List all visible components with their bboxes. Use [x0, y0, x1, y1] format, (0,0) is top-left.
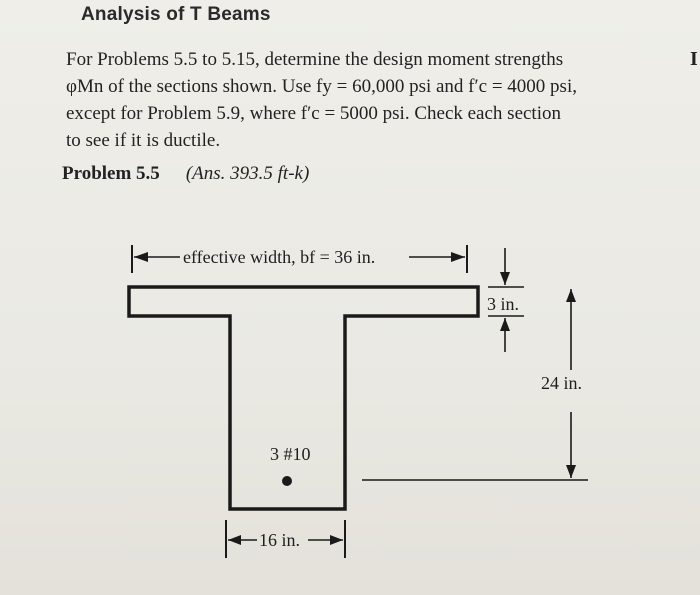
page-edge-mark: I: [690, 48, 698, 70]
web-width-label: 16 in.: [259, 530, 301, 550]
effective-depth-label: 24 in.: [541, 373, 583, 393]
section-title: Analysis of T Beams: [81, 4, 271, 25]
problem-answer: (Ans. 393.5 ft-k): [185, 163, 310, 184]
effective-width-arrowhead-left: [134, 252, 148, 262]
reinforcement-bar: [282, 476, 292, 486]
effective-depth-arrowhead-top: [566, 289, 576, 302]
problem-statement-line-1: For Problems 5.5 to 5.15, determine the design moment strengths: [66, 49, 564, 70]
problem-statement-line-2: φMn of the sections shown. Use fy = 60,000 psi and f′c = 4000 psi,: [66, 76, 577, 97]
problem-statement-line-3: except for Problem 5.9, where f′c = 5000 psi. Check each section: [66, 103, 561, 124]
web-width-arrowhead-left: [228, 535, 241, 545]
effective-width-label: effective width, bf = 36 in.: [183, 247, 376, 267]
reinforcement-label: 3 #10: [270, 444, 311, 464]
flange-depth-arrowhead-bottom: [500, 318, 510, 331]
problem-statement-line-4: to see if it is ductile.: [66, 130, 221, 151]
flange-depth-label: 3 in.: [487, 294, 520, 314]
web-width-arrowhead-right: [330, 535, 343, 545]
effective-width-arrowhead-right: [451, 252, 465, 262]
effective-depth-arrowhead-bottom: [566, 465, 576, 478]
problem-label: Problem 5.5: [62, 163, 160, 184]
t-beam-outline: [129, 287, 478, 509]
flange-depth-arrowhead-top: [500, 272, 510, 285]
